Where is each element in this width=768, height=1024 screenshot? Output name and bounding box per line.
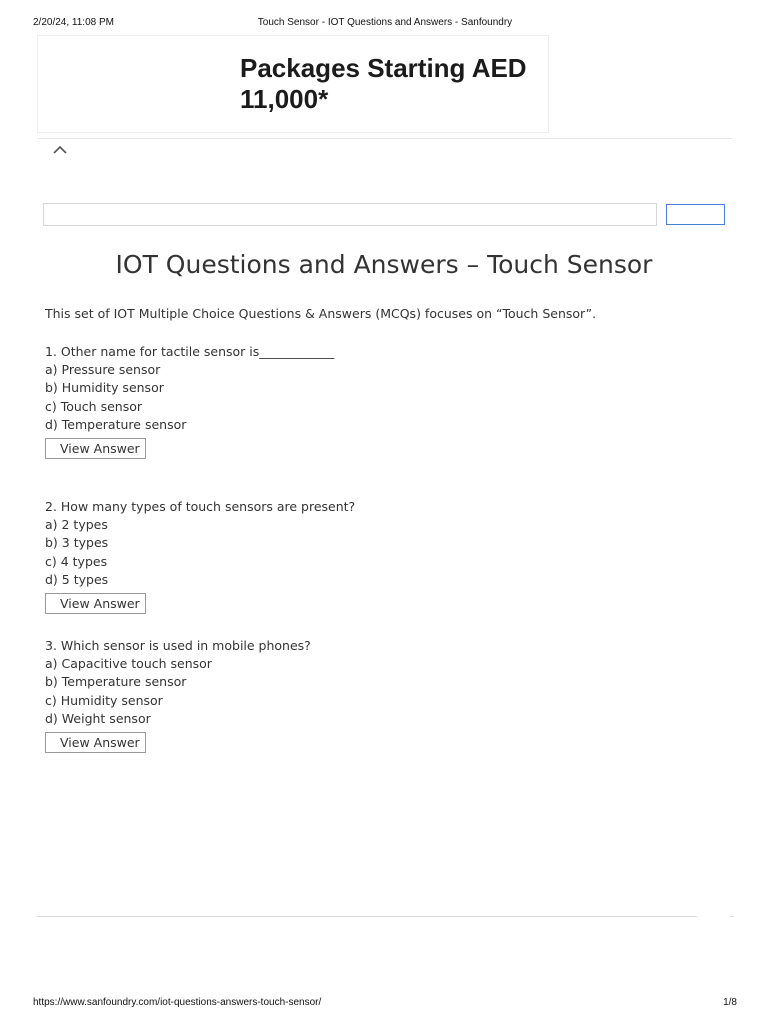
question-1 [45,343,334,459]
view-answer-button[interactable]: View Answer [45,732,146,753]
option-b: b) Humidity sensor [45,380,164,396]
question-2 [45,498,355,614]
page-url: https://www.sanfoundry.com/iot-questions-answers-touch-sensor/ [33,997,322,1008]
question-3 [45,637,311,753]
question-text: 1. Other name for tactile sensor is____________ [45,344,335,359]
print-header [33,17,737,31]
search-button[interactable] [666,204,725,225]
ad-line-2: 11,000* [240,84,329,114]
content-divider [37,916,697,917]
ad-line-1: Packages Starting AED [240,53,527,83]
question-text: 3. Which sensor is used in mobile phones? [45,638,311,653]
intro-text: This set of IOT Multiple Choice Questions & Answers (MCQs) focuses on “Touch Sensor”. [45,306,597,321]
option-c: c) Touch sensor [45,398,142,414]
option-a: a) 2 types [45,517,108,533]
view-answer-button[interactable]: View Answer [45,593,146,614]
option-d: d) 5 types [45,571,109,587]
print-footer [33,997,737,1011]
ad-text [240,53,545,115]
option-d: d) Weight sensor [45,710,151,726]
ad-banner[interactable] [37,35,549,133]
option-a: a) Capacitive touch sensor [45,656,212,672]
search-input[interactable] [43,203,657,226]
page-title: IOT Questions and Answers – Touch Sensor [115,250,653,279]
option-a: a) Pressure sensor [45,362,161,378]
option-c: c) 4 types [45,553,108,569]
option-b: b) 3 types [45,535,109,551]
print-date: 2/20/24, 11:08 PM [33,17,114,28]
ad-divider [37,138,732,139]
print-page-title: Touch Sensor - IOT Questions and Answers - Sanfoundry [257,17,513,28]
divider-end-mark [730,916,733,917]
chevron-up-icon[interactable] [52,141,68,153]
view-answer-button[interactable]: View Answer [45,438,146,459]
option-c: c) Humidity sensor [45,692,163,708]
option-b: b) Temperature sensor [45,674,187,690]
option-d: d) Temperature sensor [45,416,187,432]
question-text: 2. How many types of touch sensors are present? [45,499,356,514]
page-number: 1/8 [723,997,737,1008]
